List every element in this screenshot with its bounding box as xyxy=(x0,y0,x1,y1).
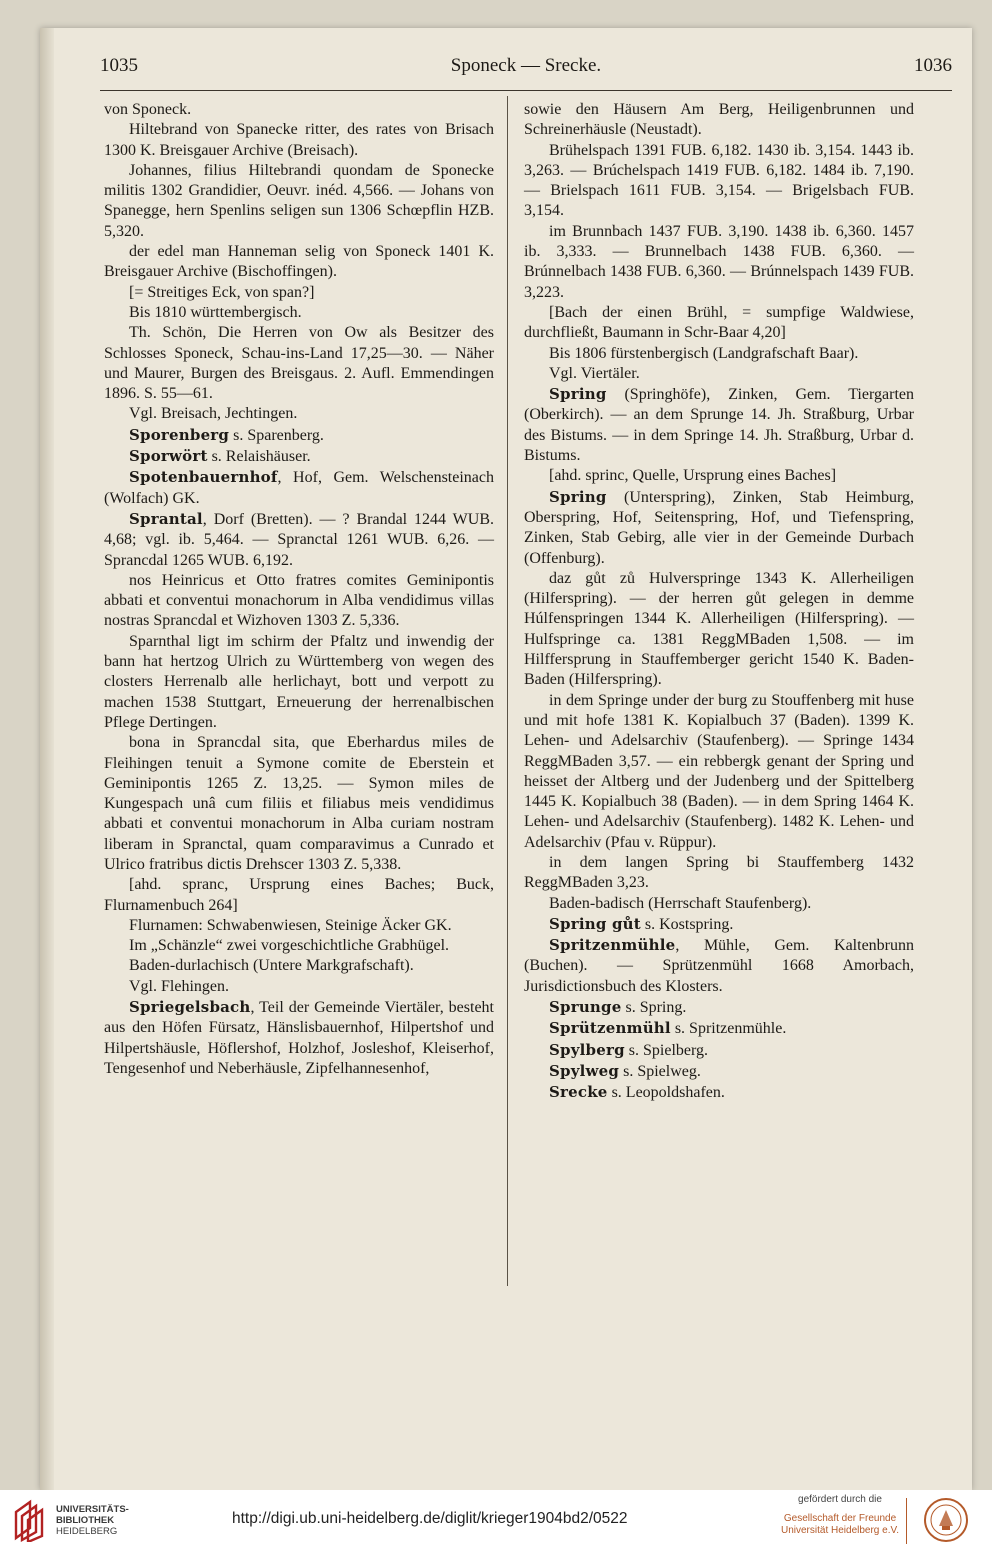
paragraph: Vgl. Viertäler. xyxy=(549,364,640,382)
paragraph: Vgl. Breisach, Jechtingen. xyxy=(129,405,298,423)
entry-sprunge: Sprunge s. Spring. xyxy=(549,998,687,1017)
sponsor-name: Gesellschaft der Freunde Universität Heidelberg e.V. xyxy=(780,1513,900,1536)
entry-sprantal: Sprantal, Dorf (Bretten). — ? Brandal 1244 WUB. 4,68; vgl. ib. 5,464. — Spranctal 1261 WUB. 6,26. — Sprancdal 1265 WUB. 6,192. xyxy=(104,509,494,569)
paragraph: Baden-badisch (Herrschaft Staufenberg). xyxy=(549,894,812,912)
paragraph: in dem Springe under der burg zu Stouffenberg mit huse und mit hofe 1381 K. Kopialbuch 37 (Baden). 1399 K. Lehen- und Adelsarchiv (Staufenberg). — Springe 1434 ReggMBaden 3,57. — ein rebbergk genant der Spring und heisset der Altberg und der Judenberg und der Spittelberg 1445 K. Kopialbuch 38 (Baden). — in dem Spring 1464 K. Lehen- und Adelsarchiv (Staufenberg). 1482 K. Lehen- und Adelsarchiv (Pfau v. Rüppur). xyxy=(524,691,914,851)
paragraph: Im „Schänzle“ zwei vorgeschichtliche Grabhügel. xyxy=(129,937,450,955)
paragraph: Bis 1806 fürstenbergisch (Landgrafschaft Baar). xyxy=(549,344,859,362)
entry-sporenberg: Sporenberg s. Sparenberg. xyxy=(129,425,324,444)
paragraph: nos Heinricus et Otto fratres comites Geminipontis abbati et conventui monachorum in Alba vendidimus villas nostras Sprancdal et Wizhoven 1303 Z. 5,336. xyxy=(104,571,494,630)
headword: Spylweg xyxy=(549,1061,620,1080)
headword: Sporwört xyxy=(129,447,208,466)
library-logo[interactable] xyxy=(10,1498,160,1542)
paragraph: [= Streitiges Eck, von span?] xyxy=(129,283,315,301)
sponsor-caption: gefördert durch die xyxy=(798,1494,882,1505)
entry-srecke: Srecke s. Leopoldshafen. xyxy=(549,1083,725,1102)
paragraph: daz gůt zů Hulverspringe 1343 K. Allerheiligen (Hilferspring). — der herren gůt gelegen in demme Húlfenspringen 1344 K. Allerheiligen (Hilferspring). — Hulfspringe ca. 1381 ReggMBaden 1,508. — im Hilffersprung in Stauffemberger gericht 1540 K. Baden-Baden (Hilferspring). xyxy=(524,569,914,689)
entry-spylberg: Spylberg s. Spielberg. xyxy=(549,1040,709,1059)
paragraph: Th. Schön, Die Herren von Ow als Besitzer des Schlosses Sponeck, Schau-ins-Land 17,25—30. — Näher und Maurer, Burgen des Breisgaus. 2. Aufl. Emmendingen 1896. S. 55—61. xyxy=(104,324,494,403)
page-header xyxy=(100,55,952,85)
entry-spruetzenmuehl: Sprützenmühl s. Spritzenmühle. xyxy=(549,1019,787,1038)
paragraph: Vgl. Flehingen. xyxy=(129,977,229,995)
headword: Sprunge xyxy=(549,998,622,1017)
paragraph: Baden-durlachisch (Untere Markgrafschaft). xyxy=(129,957,414,975)
column-divider xyxy=(507,96,508,1286)
paragraph: im Brunnbach 1437 FUB. 3,190. 1438 ib. 6,360. 1457 ib. 3,333. — Brunnelbach 1438 FUB. 6,360. — Brúnnelbach 1438 FUB. 6,360. — Brúnnelspach 1439 FUB. 3,223. xyxy=(524,222,914,301)
university-seal-icon xyxy=(922,1496,970,1544)
page-number-left: 1035 xyxy=(100,55,138,76)
page-number-right: 1036 xyxy=(914,55,952,76)
left-column xyxy=(104,100,494,1079)
footer-bar xyxy=(0,1490,992,1550)
paragraph: Flurnamen: Schwabenwiesen, Steinige Äcker GK. xyxy=(129,916,452,934)
entry-spriegelsbach: Spriegelsbach, Teil der Gemeinde Viertäler, besteht aus den Höfen Fürsatz, Hänslisbauernhof, Hilpertshof und Hilpertshäusle, Höflershof, Holzhof, Josleshof, Kleiserhof, Tengesenhof und Neberhäusle, Zipfelhannesenhof, xyxy=(104,998,494,1077)
paragraph: [Bach der einen Brühl, = sumpfige Waldwiese, durchfließt, Baumann in Schr-Baar 4,20] xyxy=(524,303,914,342)
paragraph: bona in Sprancdal sita, que Eberhardus miles de Fleihingen tenuit a Symone comite de Eberstein et Geminipontis 1265 Z. 13,25. — Symon miles de Kungespach unâ cum filiis et filiabus meis vendidimus abbati et conventui monachorum in Alba curiam nostram liberam in Spranctal, quam comparavimus a Cunrado et Ulrico fratribus dictis Drehscer 1303 Z. 5,338. xyxy=(104,734,494,873)
entry-spotenbauernhof: Spotenbauernhof, Hof, Gem. Welschensteinach (Wolfach) GK. xyxy=(104,468,494,507)
entry-spring-gut: Spring gůt s. Kostspring. xyxy=(549,914,734,933)
entry-sporwoert: Sporwört s. Relaishäuser. xyxy=(129,447,311,466)
entry-spring: Spring (Springhöfe), Zinken, Gem. Tiergarten (Oberkirch). — an dem Sprunge 14. Jh. Straßburg, Urbar des Bistums. — in dem Springe 14. Jh. Straßburg, Urbar d. Bistums. xyxy=(524,385,914,465)
paragraph: Johannes, filius Hiltebrandi quondam de Sponecke militis 1302 Grandidier, Oeuvr. inéd. 4,566. — Johans von Spanegge, hern Spenlins seligen sun 1306 Schœpflin HZB. 5,320. xyxy=(104,161,494,240)
paragraph: Brühelspach 1391 FUB. 6,182. 1430 ib. 3,154. 1443 ib. 3,263. — Brúchelspach 1419 FUB. 6,182. 1484 ib. 7,190. — Brielspach 1611 FUB. 3,154. — Brigelsbach FUB. 3,154. xyxy=(524,141,914,220)
headword: Spotenbauernhof xyxy=(129,468,278,487)
paragraph: von Sponeck. xyxy=(104,101,192,118)
paragraph: [ahd. sprinc, Quelle, Ursprung eines Baches] xyxy=(549,467,837,485)
header-rule xyxy=(100,90,952,91)
entry-spritzenmuehle: Spritzenmühle, Mühle, Gem. Kaltenbrunn (Buchen). — Sprützenmühl 1668 Amorbach, Jurisdictionsbuch des Klosters. xyxy=(524,936,914,995)
sponsor-block[interactable] xyxy=(770,1494,990,1546)
entry-spring-durbach: Spring (Unterspring), Zinken, Stab Heimburg, Oberspring, Hof, Seitenspring, Hof, und Tiefenspring, Zinken, Stab Gebirg, alle vier in der Gemeinde Durbach (Offenburg). xyxy=(524,487,914,567)
paragraph: Hiltebrand von Spanecke ritter, des rates von Brisach 1300 K. Breisgauer Archive (Breisach). xyxy=(104,121,494,159)
running-title: Sponeck — Srecke. xyxy=(450,55,602,76)
headword: Sprantal xyxy=(129,509,203,528)
paragraph: sowie den Häusern Am Berg, Heiligenbrunnen und Schreinerhäusle (Neustadt). xyxy=(524,101,914,139)
ub-heidelberg-logo-icon xyxy=(10,1498,50,1542)
headword: Spring xyxy=(549,385,607,404)
right-column xyxy=(524,100,914,1104)
headword: Spylberg xyxy=(549,1040,625,1059)
library-name: UNIVERSITÄTS- BIBLIOTHEK HEIDELBERG xyxy=(56,1504,129,1537)
paragraph: der edel man Hanneman selig von Sponeck 1401 K. Breisgauer Archive (Bischoffingen). xyxy=(104,243,494,281)
permalink-url[interactable]: http://digi.ub.uni-heidelberg.de/diglit/krieger1904bd2/0522 xyxy=(232,1510,628,1527)
sponsor-divider xyxy=(906,1498,907,1544)
headword: Sporenberg xyxy=(129,425,230,444)
entry-spylweg: Spylweg s. Spielweg. xyxy=(549,1061,701,1080)
headword: Spring gůt xyxy=(549,914,641,933)
paragraph: Bis 1810 württembergisch. xyxy=(129,303,302,321)
headword: Spring xyxy=(549,487,607,506)
headword: Srecke xyxy=(549,1083,608,1102)
headword: Spritzenmühle xyxy=(549,936,676,955)
page-gutter xyxy=(40,28,54,1490)
paragraph: [ahd. spranc, Ursprung eines Baches; Buck, Flurnamenbuch 264] xyxy=(104,876,494,914)
headword: Spriegelsbach xyxy=(129,998,251,1017)
paragraph: in dem langen Spring bi Stauffemberg 1432 ReggMBaden 3,23. xyxy=(524,853,914,892)
headword: Sprützenmühl xyxy=(549,1019,671,1038)
paragraph: Sparnthal ligt im schirm der Pfaltz und inwendig der bann hat hertzog Ulrich zu Württemberg von wegen des closters Herrenalb alle herlichayt, bott und verpott zu machen 1538 Stuttgart, Erneuerung der herrenalbischen Pflege Dertingen. xyxy=(104,632,494,731)
